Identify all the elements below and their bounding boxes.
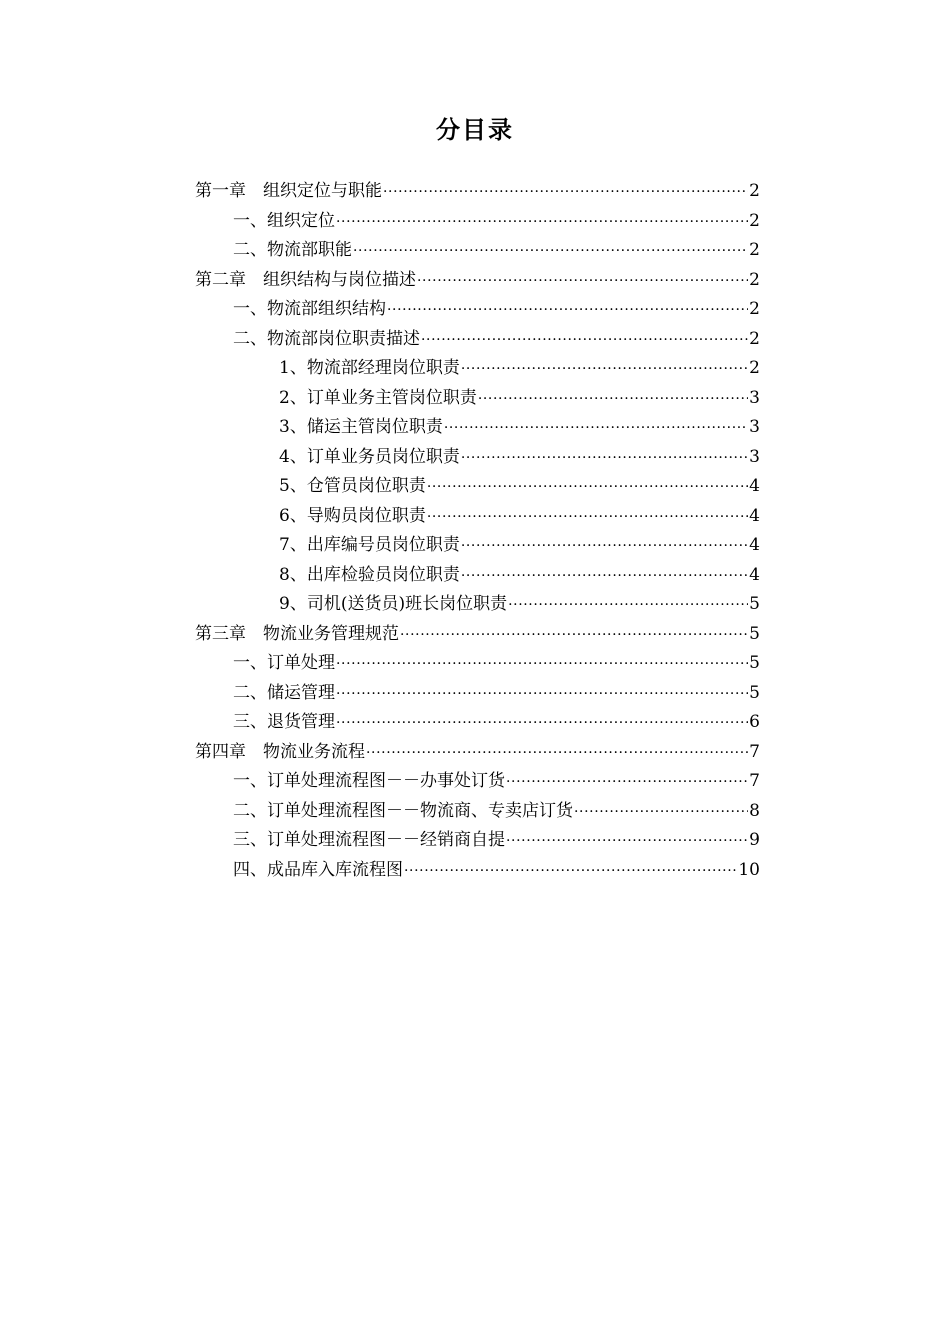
toc-entry-label: 第四章 物流业务流程 [195,741,365,762]
toc-dot-leader [421,326,748,356]
toc-entry[interactable] [195,472,760,502]
toc-entry-page-number: 3 [749,446,760,467]
toc-entry-page-number: 2 [749,328,760,349]
toc-entry-label: 第二章 组织结构与岗位描述 [195,269,416,290]
page-title: 分目录 [436,116,514,144]
toc-dot-leader [461,562,748,592]
toc-entry[interactable] [195,797,760,827]
toc-entry-page-number: 7 [749,771,760,791]
toc-entry-label: 7、出库编号员岗位职责 [279,535,460,555]
toc-entry-label: 二、物流部岗位职责描述 [233,328,420,349]
toc-entry-label: 1、物流部经理岗位职责 [279,358,460,378]
toc-entry-label: 第三章 物流业务管理规范 [195,623,399,644]
toc-entry-page-number: 2 [749,269,760,290]
toc-entry[interactable] [195,354,760,384]
toc-entry[interactable] [195,443,760,473]
toc-dot-leader [461,355,748,385]
toc-entry-label: 二、订单处理流程图－－物流商、专卖店订货 [233,800,573,821]
toc-dot-leader [506,827,748,857]
toc-entry[interactable] [195,266,760,296]
toc-entry-page-number: 5 [749,653,760,673]
toc-dot-leader [366,739,748,769]
toc-entry-page-number: 10 [738,859,760,880]
toc-dot-leader [506,768,748,798]
toc-entry[interactable] [195,856,760,886]
toc-dot-leader [387,296,748,326]
toc-dot-leader [336,709,748,739]
toc-entry-page-number: 2 [749,299,760,319]
toc-entry-label: 二、物流部职能 [233,240,352,260]
toc-entry-page-number: 4 [749,564,760,585]
toc-dot-leader [461,444,748,474]
toc-entry-label: 一、物流部组织结构 [233,299,386,319]
toc-entry[interactable] [195,590,760,620]
toc-entry-page-number: 4 [749,476,760,496]
toc-entry-label: 6、导购员岗位职责 [279,505,426,526]
toc-entry-label: 四、成品库入库流程图 [233,859,403,880]
toc-dot-leader [400,621,748,651]
toc-entry[interactable] [195,413,760,443]
toc-entry[interactable] [195,236,760,266]
toc-entry-page-number: 9 [749,830,760,850]
toc-entry-page-number: 2 [749,181,760,201]
toc-entry[interactable] [195,502,760,532]
toc-entry-page-number: 4 [749,505,760,526]
toc-entry-page-number: 4 [749,535,760,555]
toc-dot-leader [336,680,748,710]
toc-entry-page-number: 3 [749,417,760,437]
toc-entry-label: 一、订单处理 [233,653,335,673]
toc-entry[interactable] [195,767,760,797]
toc-entry[interactable] [195,384,760,414]
toc-entry[interactable] [195,207,760,237]
toc-entry-page-number: 5 [749,682,760,703]
toc-dot-leader [336,650,748,680]
toc-entry[interactable] [195,738,760,768]
toc-entry-page-number: 5 [749,623,760,644]
toc-entry[interactable] [195,679,760,709]
toc-entry-page-number: 2 [749,358,760,378]
toc-dot-leader [383,178,748,208]
toc-entry-label: 3、储运主管岗位职责 [279,417,443,437]
toc-dot-leader [353,237,748,267]
toc-entry-label: 三、退货管理 [233,712,335,732]
toc-entry-label: 一、订单处理流程图－－办事处订货 [233,771,505,791]
toc-dot-leader [417,267,748,297]
toc-dot-leader [574,798,748,828]
toc-entry[interactable] [195,325,760,355]
table-of-contents [195,177,760,885]
toc-dot-leader [444,414,748,444]
toc-entry-page-number: 2 [749,240,760,260]
toc-entry-page-number: 8 [749,800,760,821]
toc-entry-label: 第一章 组织定位与职能 [195,181,382,201]
toc-entry[interactable] [195,531,760,561]
toc-entry-page-number: 2 [749,210,760,231]
toc-dot-leader [461,532,748,562]
toc-entry-page-number: 3 [749,387,760,408]
toc-entry[interactable] [195,295,760,325]
toc-entry[interactable] [195,177,760,207]
toc-entry-label: 三、订单处理流程图－－经销商自提 [233,830,505,850]
toc-entry-label: 4、订单业务员岗位职责 [279,446,460,467]
toc-entry-label: 8、出库检验员岗位职责 [279,564,460,585]
toc-dot-leader [427,473,748,503]
toc-entry-page-number: 7 [749,741,760,762]
toc-entry-label: 5、仓管员岗位职责 [279,476,426,496]
toc-entry[interactable] [195,620,760,650]
toc-entry-page-number: 6 [749,712,760,732]
toc-dot-leader [427,503,748,533]
toc-dot-leader [478,385,748,415]
toc-entry[interactable] [195,561,760,591]
toc-entry-label: 9、司机(送货员)班长岗位职责 [279,594,508,614]
toc-entry[interactable] [195,826,760,856]
toc-entry-label: 2、订单业务主管岗位职责 [279,387,477,408]
toc-entry-label: 一、组织定位 [233,210,335,231]
toc-dot-leader [508,591,748,621]
toc-entry-page-number: 5 [749,594,760,614]
toc-entry[interactable] [195,708,760,738]
toc-entry[interactable] [195,649,760,679]
toc-dot-leader [336,208,748,238]
toc-entry-label: 二、储运管理 [233,682,335,703]
toc-dot-leader [404,857,737,887]
